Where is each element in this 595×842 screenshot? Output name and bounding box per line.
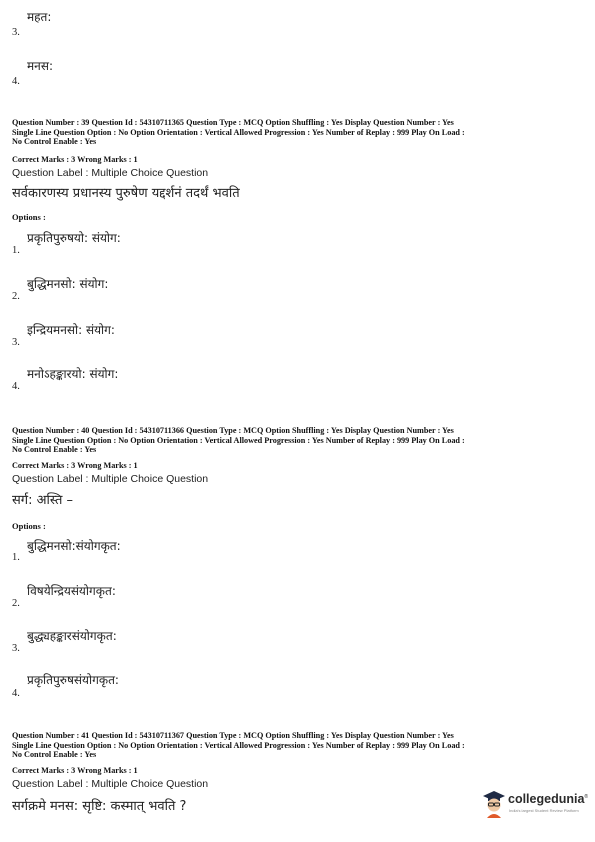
q40-option-1-number[interactable]: 1. [12,552,20,563]
q39-option-1-number[interactable]: 1. [12,245,20,256]
q39-option-3-number[interactable]: 3. [12,337,20,348]
q39-option-4-number[interactable]: 4. [12,381,20,392]
q40-option-3-number[interactable]: 3. [12,643,20,654]
question-39-marks: Correct Marks : 3 Wrong Marks : 1 [12,155,138,164]
meta-line: No Control Enable : Yes [12,750,97,760]
question-41-marks: Correct Marks : 3 Wrong Marks : 1 [12,766,138,775]
graduate-avatar-icon [482,789,506,819]
q40-option-4-number[interactable]: 4. [12,688,20,699]
question-39-options-label: Options : [12,212,46,222]
q39-option-3-text[interactable]: इन्द्रियमनसो: संयोग: [27,323,115,337]
q40-option-2-text[interactable]: विषयेन्द्रियसंयोगकृत: [27,584,116,598]
question-41-label: Question Label : Multiple Choice Question [12,778,209,790]
prev-option-3-text: महत: [27,10,52,24]
meta-line: Question Number : 40 Question Id : 54310711366 Question Type : MCQ Option Shuffling : Yes Display Question Number : Yes [12,426,454,435]
meta-line: Single Line Question Option : No Option Orientation : Vertical Allowed Progression : Yes Number of Replay : 999 Play On Load : [12,740,465,750]
question-39-text: सर्वकारणस्य प्रधानस्य पुरुषेण यद्दर्शनं तदर्थं भवति [12,186,240,201]
q40-option-1-text[interactable]: बुद्धिमनसो:संयोगकृत: [27,539,121,553]
question-40-text: सर्ग: अस्ति – [12,493,74,508]
logo-tagline: India's largest Student Review Platform [509,808,579,813]
logo-wordmark: collegedunia® [508,792,589,806]
q39-option-2-number[interactable]: 2. [12,291,20,302]
q39-option-4-text[interactable]: मनोऽहङ्कारयो: संयोग: [27,367,119,381]
meta-line: No Control Enable : Yes [12,137,97,147]
question-40-marks: Correct Marks : 3 Wrong Marks : 1 [12,461,138,470]
q40-option-3-text[interactable]: बुद्ध्यहङ्कारसंयोगकृत: [27,629,117,643]
question-40-meta [12,426,584,455]
meta-line: Question Number : 41 Question Id : 54310711367 Question Type : MCQ Option Shuffling : Yes Display Question Number : Yes [12,731,454,740]
meta-line: Question Number : 39 Question Id : 54310711365 Question Type : MCQ Option Shuffling : Yes Display Question Number : Yes [12,118,454,127]
question-41-text: सर्गक्रमे मनस: सृष्टि: कस्मात् भवति ? [12,799,187,814]
prev-option-4-text: मनस: [27,59,53,73]
q40-option-4-text[interactable]: प्रकृतिपुरुषसंयोगकृत: [27,673,119,687]
q39-option-1-text[interactable]: प्रकृतिपुरुषयो: संयोग: [27,231,121,245]
question-39-label: Question Label : Multiple Choice Question [12,167,209,179]
meta-line: Single Line Question Option : No Option Orientation : Vertical Allowed Progression : Yes Number of Replay : 999 Play On Load : [12,435,465,445]
q40-option-2-number[interactable]: 2. [12,598,20,609]
question-40-label: Question Label : Multiple Choice Question [12,473,209,485]
question-39-meta [12,118,584,147]
question-40-options-label: Options : [12,521,46,531]
q39-option-2-text[interactable]: बुद्धिमनसो: संयोग: [27,277,109,291]
prev-option-3-number: 3. [12,27,20,38]
collegedunia-logo [482,789,589,823]
meta-line: No Control Enable : Yes [12,445,97,455]
prev-option-4-number: 4. [12,76,20,87]
question-41-meta [12,731,584,760]
meta-line: Single Line Question Option : No Option Orientation : Vertical Allowed Progression : Yes Number of Replay : 999 Play On Load : [12,127,465,137]
